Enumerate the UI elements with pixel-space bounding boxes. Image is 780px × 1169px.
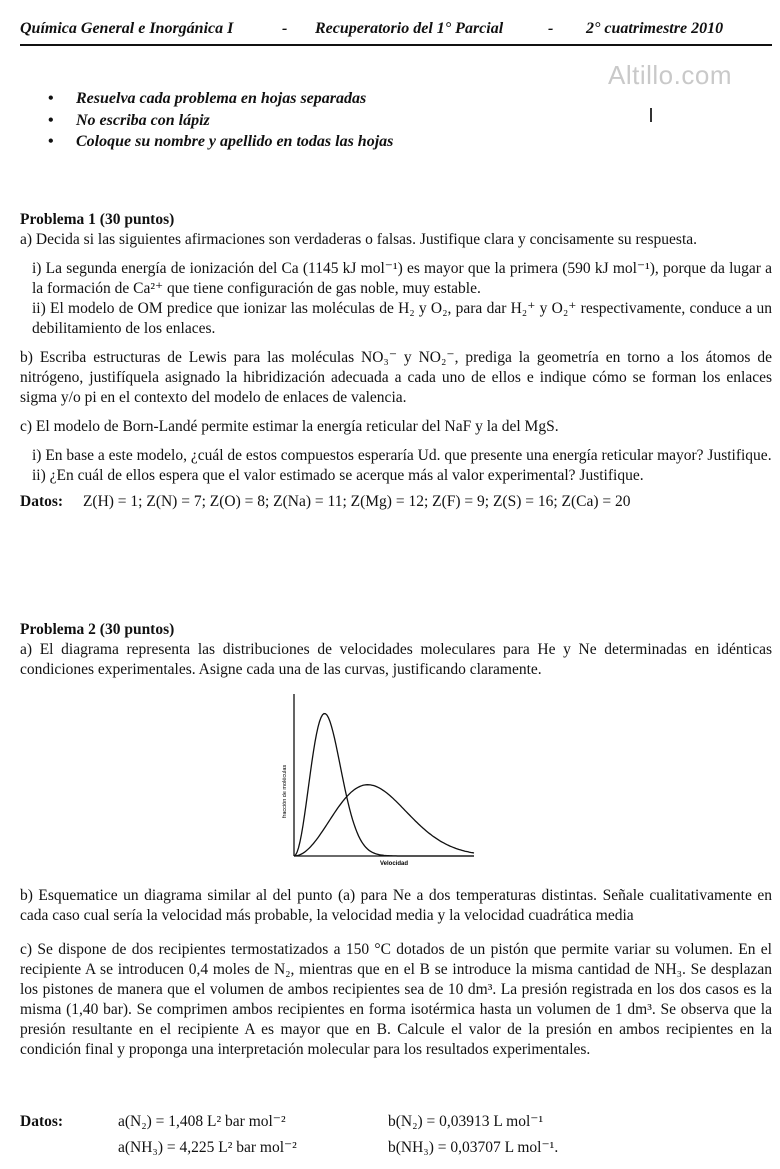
watermark-logo: Altillo.com	[608, 60, 732, 90]
a-nh3-value: a(NH₃) = 4,225 L² bar mol⁻²	[118, 1139, 297, 1156]
course-title: Química General e Inorgánica I	[20, 20, 234, 37]
header-separator: -	[548, 20, 554, 37]
distribution-curve-narrow	[294, 714, 474, 856]
problem-2-continued	[20, 886, 772, 1060]
problem-2-part-c: c) Se dispone de dos recipientes termostatizados a 150 °C dotados de un pistón que permite variar su volumen. En el recipiente A se introducen 0,4 moles de N₂, mientras que en el B se introduce la misma cantidad de NH₃. Se desplazan los pistones de manera que el volumen de ambos recipientes sea de 10 dm³. La presión registrada en los dos casos es la misma (1,40 bar). Se comprimen ambos recipientes en forma isotérmica hasta un volumen de 1 dm³. Se observa que la presión resultante en el recipiente A es mayor que en B. Calcule el valor de la presión en ambos recipientes en la condición final y proponga una interpretación molecular para los resultados experimentales.	[20, 941, 772, 1058]
instruction-item: • Coloque su nombre y apellido en todas las hojas	[48, 133, 393, 155]
b-nh3-value: b(NH₃) = 0,03707 L mol⁻¹.	[388, 1139, 559, 1156]
problem-1-part-c-i: i) En base a este modelo, ¿cuál de estos compuestos esperaría Ud. que presente una energía reticular mayor? Justifique.	[32, 447, 772, 464]
problem-1-part-a-ii: ii) El modelo de OM predice que ionizar las moléculas de H₂ y O₂, para dar H₂⁺ y O₂⁺ respectivamente, conduce a un debilitamiento de los enlaces.	[32, 300, 772, 337]
data-label: Datos:	[20, 493, 64, 510]
exam-term: 2° cuatrimestre 2010	[586, 20, 724, 37]
problem-2	[20, 620, 772, 680]
problem-1	[20, 210, 772, 512]
problem-1-part-b: b) Escriba estructuras de Lewis para las moléculas NO₃⁻ y NO₂⁻, prediga la geometría en torno a los átomos de nitrógeno, justifíquela asignado la hibridización adecuada a cada uno de ellos e indique cómo se forman los enlaces sigma y/o pi en el contexto del modelo de enlaces de valencia.	[20, 349, 772, 406]
problem-1-part-a: a) Decida si las siguientes afirmaciones son verdaderas o falsas. Justifique clara y concisamente su respuesta.	[20, 231, 698, 248]
problem-2-part-a: a) El diagrama representa las distribuciones de velocidades moleculares para He y Ne determinadas en idénticas condiciones experimentales. Asigne cada una de las curvas, justificando claramente.	[20, 641, 772, 678]
problem-1-part-c: c) El modelo de Born-Landé permite estimar la energía reticular del NaF y la del MgS.	[20, 418, 559, 435]
exam-title: Recuperatorio del 1° Parcial	[315, 20, 504, 37]
b-n2-value: b(N₂) = 0,03913 L mol⁻¹	[388, 1113, 544, 1130]
exam-header	[20, 18, 772, 46]
problem-1-title: Problema 1 (30 puntos)	[20, 211, 175, 228]
y-axis-label: fracción de moléculas	[282, 764, 288, 818]
pen-mark	[650, 108, 652, 122]
distribution-curve-wide	[294, 785, 474, 856]
data-label: Datos:	[20, 1113, 64, 1130]
instruction-item: • Resuelva cada problema en hojas separadas	[48, 90, 393, 112]
instructions-list	[48, 90, 393, 155]
atomic-numbers: Z(H) = 1; Z(N) = 7; Z(O) = 8; Z(Na) = 11; Z(Mg) = 12; Z(F) = 9; Z(S) = 16; Z(Ca) = 20	[82, 493, 631, 510]
problem-1-data	[20, 492, 772, 512]
problem-2-part-b: b) Esquematice un diagrama similar al del punto (a) para Ne a dos temperaturas distintas. Señale cualitativamente en cada caso cual sería la velocidad más probable, la velocidad media y la velocidad cuadrática media	[20, 887, 772, 924]
problem-1-part-a-i: i) La segunda energía de ionización del Ca (1145 kJ mol⁻¹) es mayor que la primera (590 kJ mol⁻¹), porque da lugar a la formación de Ca²⁺ que tiene configuración de gas noble, muy estable.	[32, 260, 772, 297]
problem-2-title: Problema 2 (30 puntos)	[20, 621, 175, 638]
instruction-item: • No escriba con lápiz	[48, 112, 393, 134]
speed-distribution-figure	[270, 688, 480, 868]
a-n2-value: a(N₂) = 1,408 L² bar mol⁻²	[118, 1113, 286, 1130]
problem-1-part-c-ii: ii) ¿En cuál de ellos espera que el valor estimado se acerque más al valor experimental? Justifique.	[32, 467, 644, 484]
x-axis-label: Velocidad	[380, 861, 409, 867]
header-separator: -	[282, 20, 288, 37]
